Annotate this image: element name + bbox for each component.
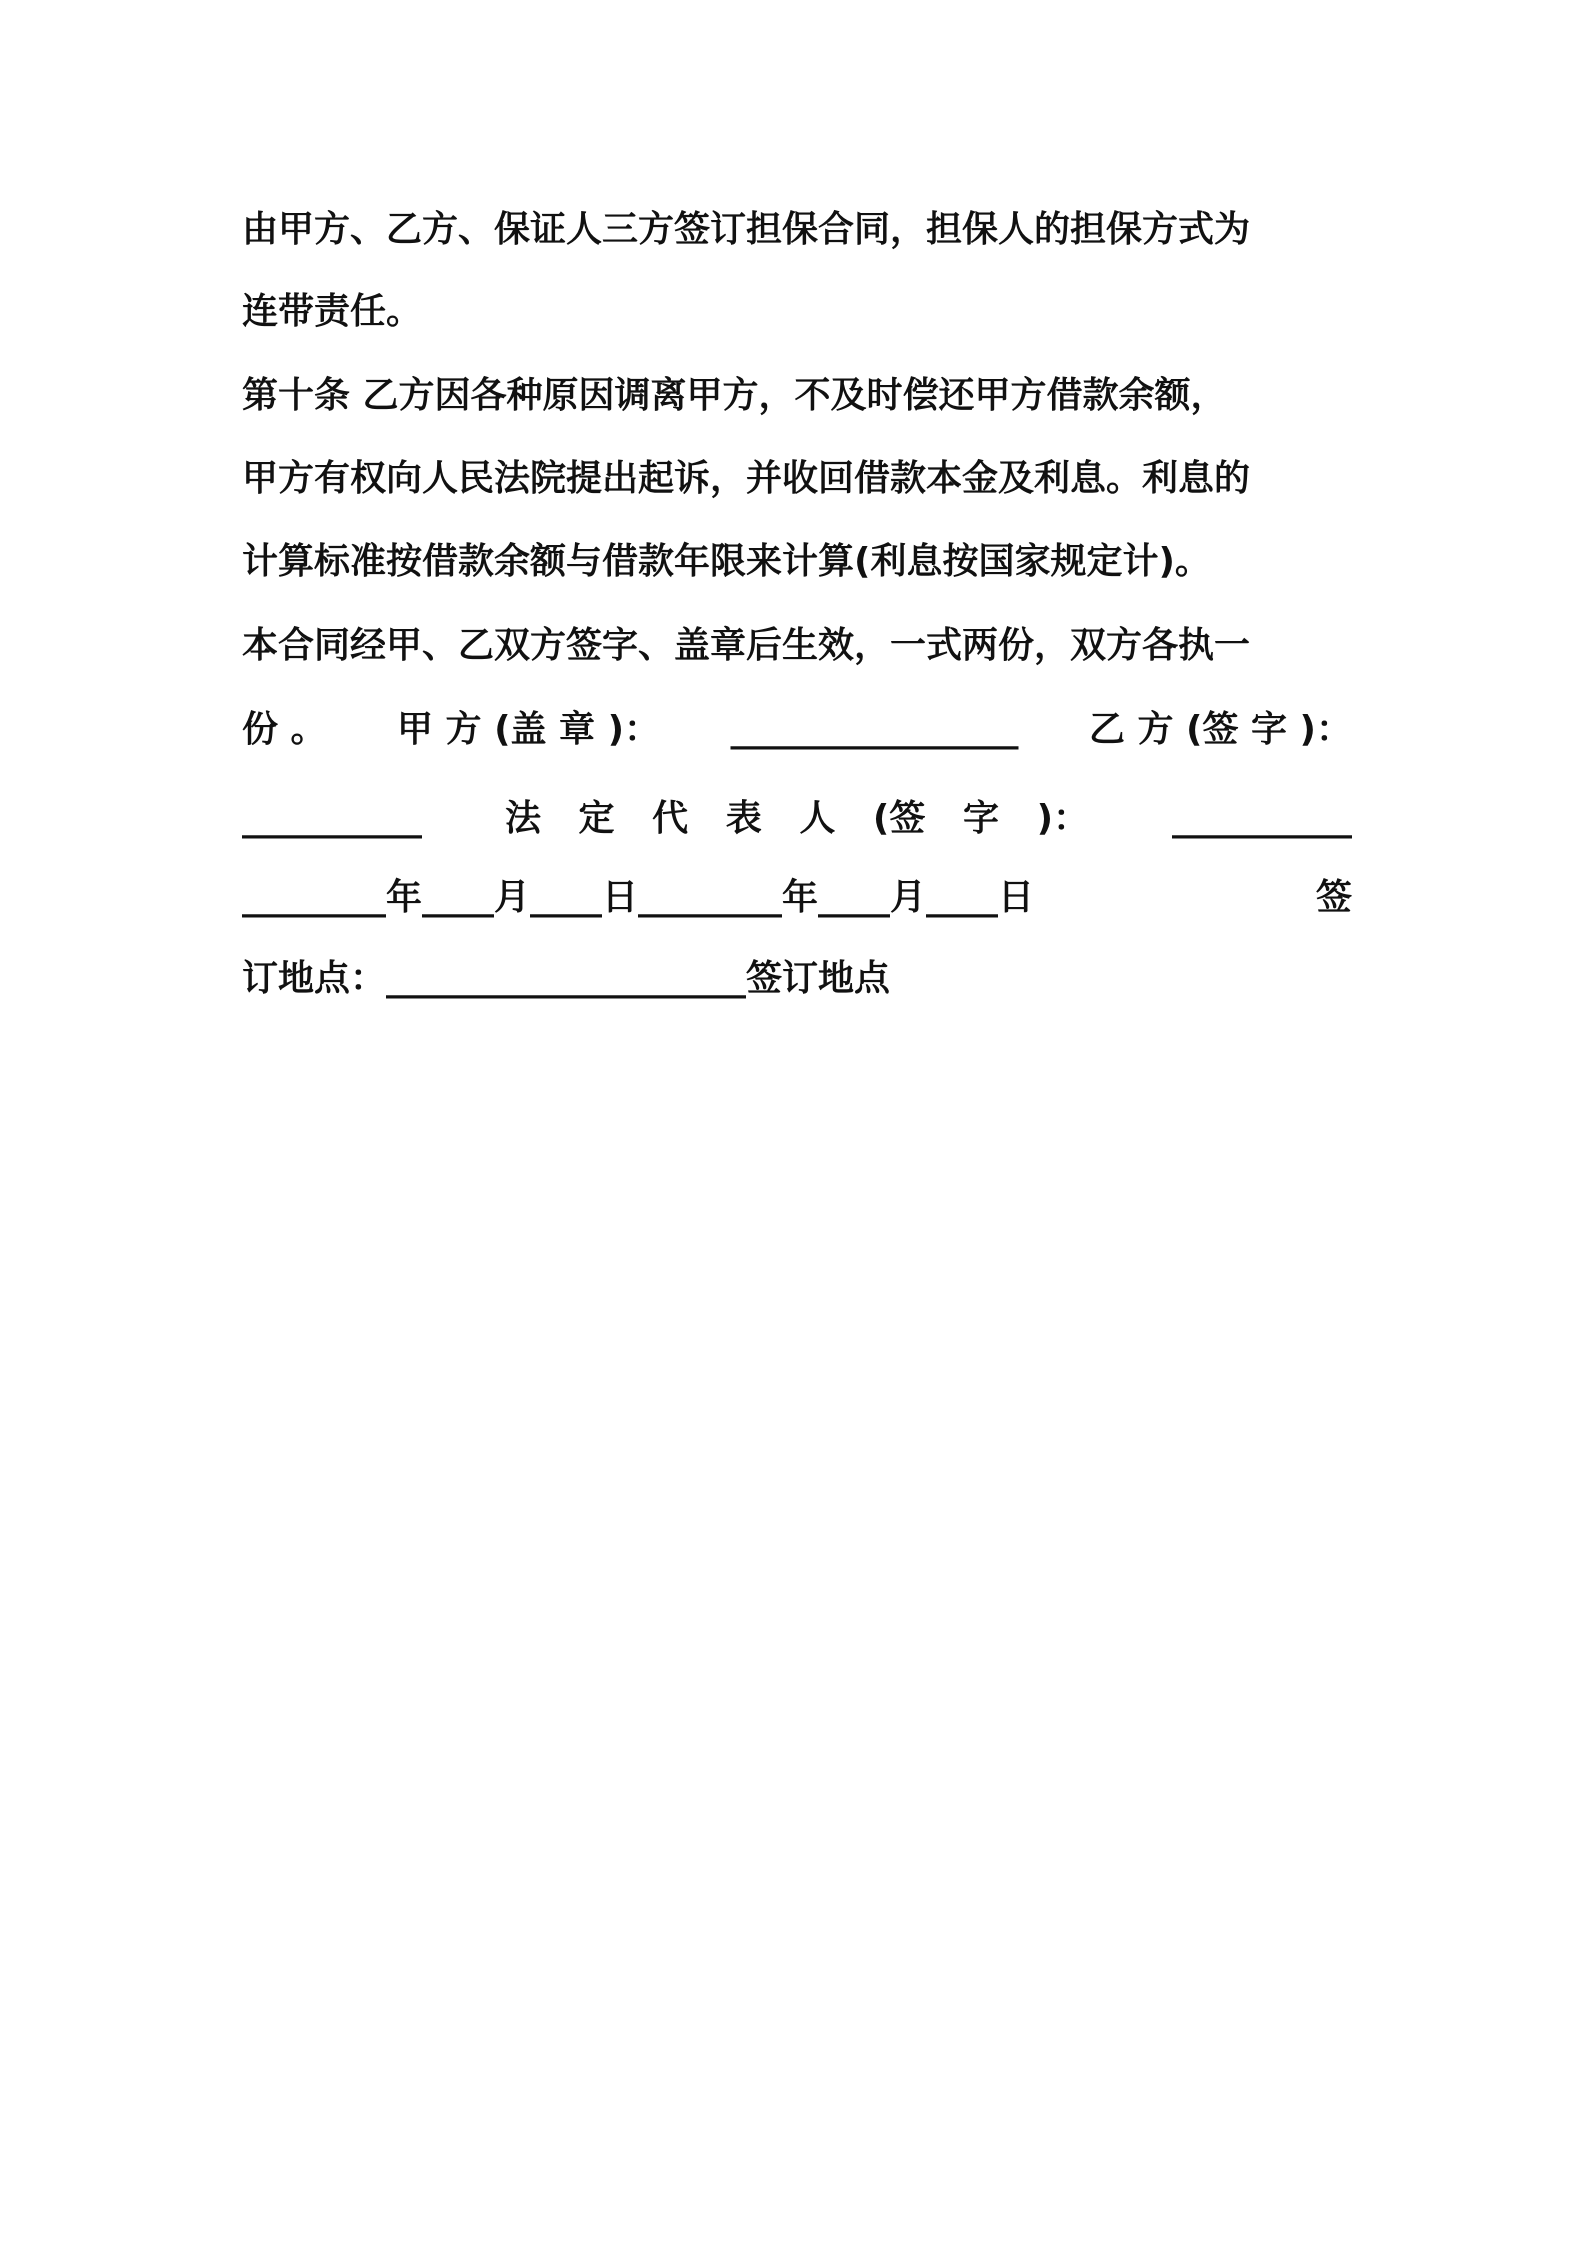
- closing-text: 份 。: [242, 709, 327, 750]
- signature-row-2: [242, 795, 1352, 843]
- signing-place-start: 签: [1315, 877, 1352, 918]
- body-line-1: 由甲方、乙方、保证人三方签订担保合同，担保人的担保方式为: [242, 209, 1251, 250]
- signature-row-3: [242, 874, 1352, 922]
- party-a-seal-blank: ________________: [730, 709, 1019, 750]
- body-line-6: 本合同经甲、乙双方签字、盖章后生效，一式两份，双方各执一: [242, 625, 1251, 666]
- body-line-2: 连带责任。: [242, 291, 423, 332]
- legal-representative-label: 法 定 代 表 人 (签 字 )：: [504, 798, 1090, 839]
- body-line-3: 第十条 乙方因各种原因调离甲方，不及时偿还甲方借款余额，: [242, 375, 1227, 416]
- signature-row-1: [242, 706, 1352, 754]
- signature-row-4: 订地点：____________________签订地点: [242, 958, 891, 999]
- date-blanks: ________年____月____日________年____月____日: [242, 877, 1034, 918]
- party-a-seal-label: 甲 方 (盖 章 )：: [397, 709, 661, 750]
- body-line-5: 计算标准按借款余额与借款年限来计算(利息按国家规定计)。: [242, 541, 1211, 582]
- body-line-4: 甲方有权向人民法院提出起诉，并收回借款本金及利息。利息的: [242, 458, 1251, 499]
- party-b-sign-label: 乙 方 (签 字 )：: [1088, 709, 1352, 750]
- party-b-sign-blank: __________: [242, 798, 422, 839]
- legal-representative-blank: __________: [1171, 798, 1352, 839]
